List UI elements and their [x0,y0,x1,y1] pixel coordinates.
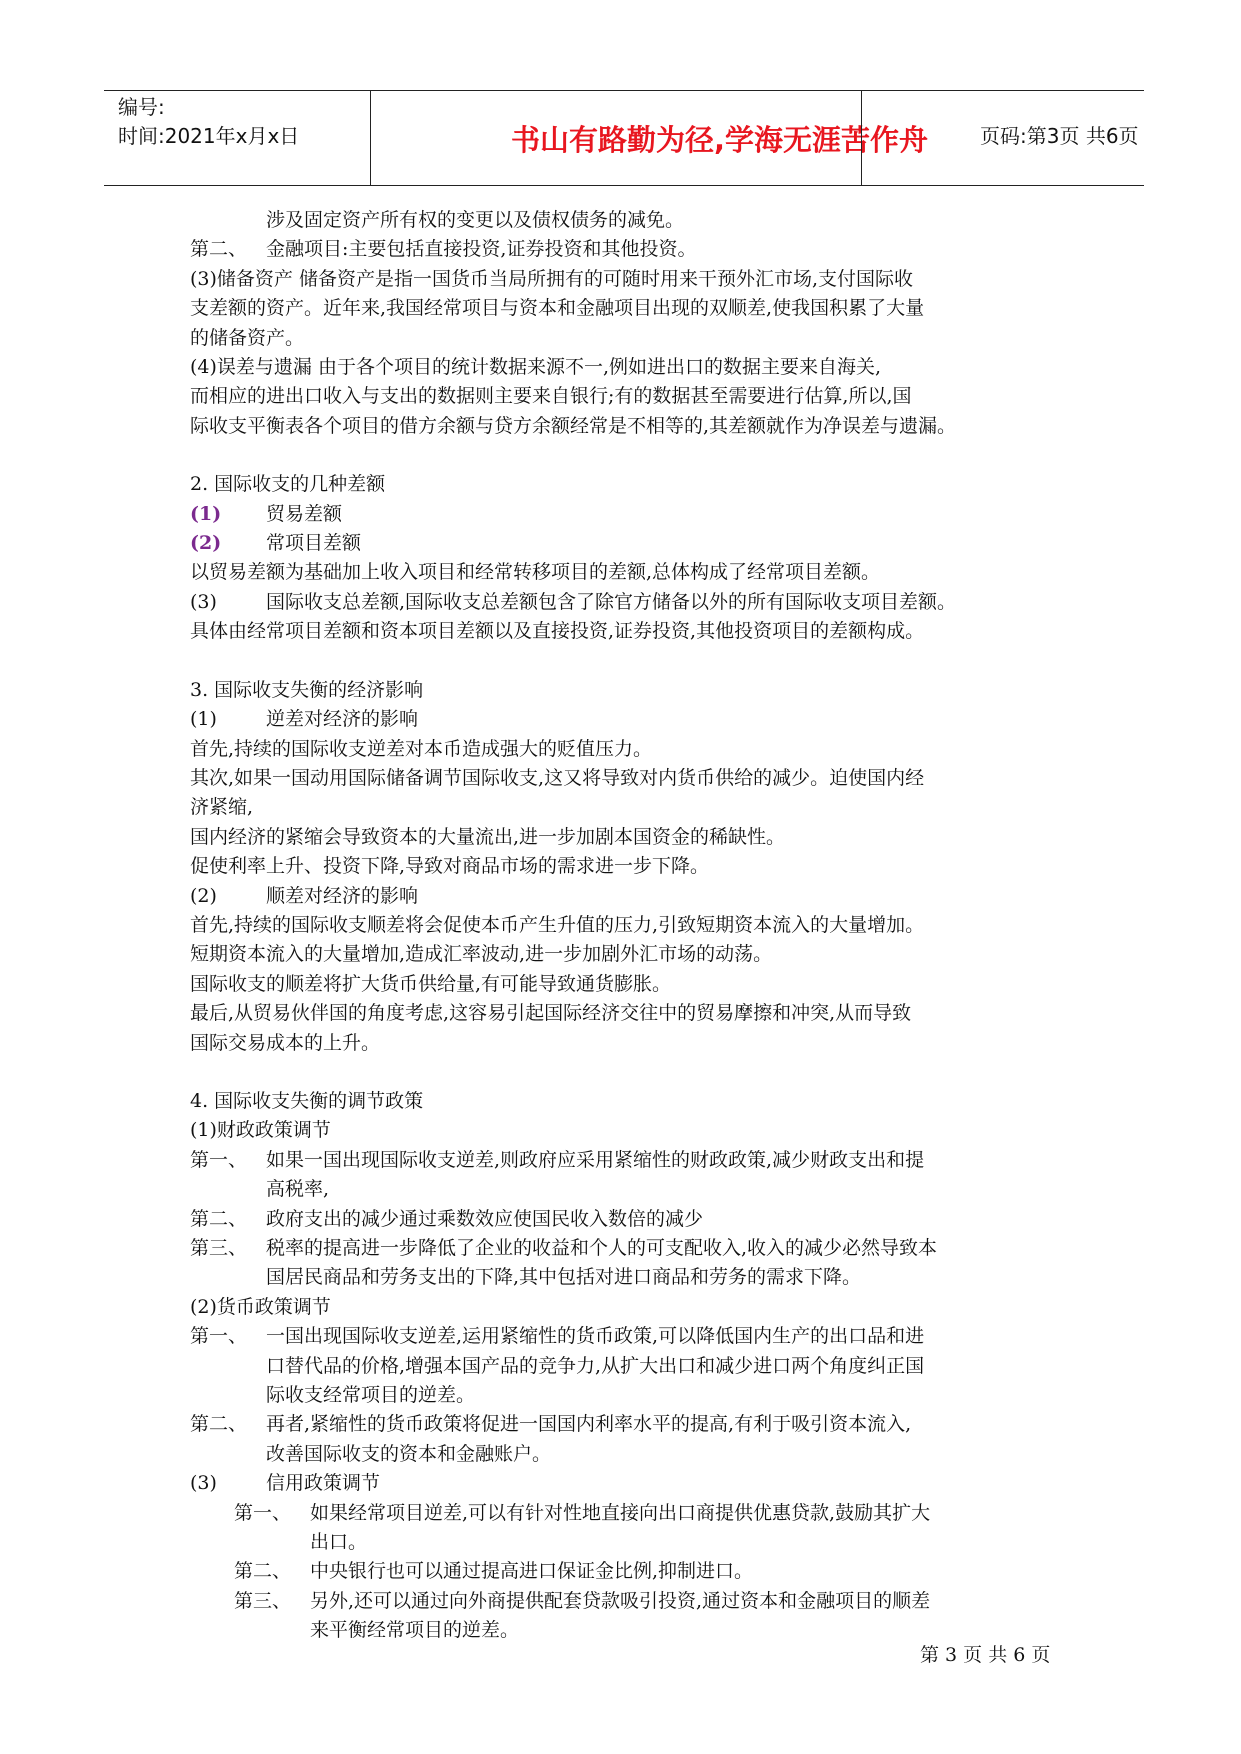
list-item [190,1557,1070,1586]
list-label: 第二、 [234,1560,292,1583]
list-text [310,1587,930,1646]
list-item [190,588,1070,617]
list-text-line: 如果经常项目逆差,可以有针对性地直接向出口商提供优惠贷款,鼓励其扩大 [310,1501,931,1524]
paragraph-line: 国际收支的顺差将扩大货币供给量,有可能导致通货膨胀。 [190,972,672,995]
subsection-heading [190,1469,1070,1498]
paragraph-line: 最后,从贸易伙伴国的角度考虑,这容易引起国际经济交往中的贸易摩擦和冲突,从而导致 [190,1002,912,1025]
paragraph-line: 其次,如果一国动用国际储备调节国际收支,这又将导致对内货币供给的减少。迫使国内经 [190,766,925,789]
paragraph-line: 的储备资产。 [190,326,305,349]
list-item [190,1410,1070,1469]
list-text-line: 税率的提高进一步降低了企业的收益和个人的可支配收入,收入的减少必然导致本 [266,1237,938,1259]
list-text: 贸易差额 [266,502,343,525]
list-text-line: 际收支经常项目的逆差。 [266,1384,476,1407]
paragraph-line: 而相应的进出口收入与支出的数据则主要来自银行;有的数据甚至需要进行估算,所以,国 [190,385,912,408]
list-text: 逆差对经济的影响 [266,708,419,731]
header-divider-left [370,91,371,185]
list-label: (1) [190,502,222,525]
list-label: (1) [190,708,217,731]
paragraph-line: (3)储备资产 储备资产是指一国货币当局所拥有的可随时用来干预外汇市场,支付国际收 [190,267,913,290]
paragraph-line: 以贸易差额为基础加上收入项目和经常转移项目的差额,总体构成了经常项目差额。 [190,561,881,584]
list-text: 政府支出的减少通过乘数效应使国民收入数倍的减少 [266,1207,704,1230]
page-header [104,90,1144,186]
header-divider-right [861,91,862,185]
list-text [266,1234,937,1293]
paragraph-line: (4)误差与遗漏 由于各个项目的统计数据来源不一,例如进出口的数据主要来自海关, [190,356,882,379]
list-label: 第三、 [234,1589,292,1612]
list-item [190,1205,1070,1234]
paragraph-line: 首先,持续的国际收支顺差将会促使本币产生升值的压力,引致短期资本流入的大量增加。 [190,913,925,936]
paragraph-line: 促使利率上升、投资下降,导致对商品市场的需求进一步下降。 [190,855,710,878]
list-item [190,500,1070,529]
list-text: 常项目差额 [266,532,362,555]
list-text-line: 再者,紧缩性的货币政策将促进一国国内利率水平的提高,有利于吸引资本流入, [266,1413,912,1436]
paragraph-line: 首先,持续的国际收支逆差对本币造成强大的贬值压力。 [190,737,653,760]
paragraph-line: 国际交易成本的上升。 [190,1031,381,1054]
list-text-line: 另外,还可以通过向外商提供配套贷款吸引投资,通过资本和金融项目的顺差 [310,1589,931,1612]
list-label: 第二、 [190,238,248,261]
list-text-line: 口替代品的价格,增强本国产品的竞争力,从扩大出口和减少进口两个角度纠正国 [266,1354,925,1377]
spacer [190,1058,1070,1087]
page-footer: 第 3 页 共 6 页 [920,1644,1051,1666]
list-item [190,235,1070,264]
document-number-label: 编号: [118,95,165,119]
list-text [310,1499,930,1558]
list-text-line: 如果一国出现国际收支逆差,则政府应采用紧缩性的财政政策,减少财政支出和提 [266,1148,925,1171]
list-label: 第二、 [190,1207,248,1230]
document-time-label: 时间:2021年x月x日 [118,124,300,148]
list-text [266,1146,924,1205]
paragraph-line: 涉及固定资产所有权的变更以及债权债务的减免。 [266,209,685,231]
list-label: 第三、 [190,1237,248,1259]
list-text-line: 一国出现国际收支逆差,运用紧缩性的货币政策,可以降低国内生产的出口品和进 [266,1325,925,1348]
list-text: 中央银行也可以通过提高进口保证金比例,抑制进口。 [310,1560,754,1583]
list-item [190,705,1070,734]
list-label: 第一、 [190,1325,248,1348]
header-page-info: 页码:第3页 共6页 [980,124,1139,148]
list-text: 国际收支总差额,国际收支总差额包含了除官方储备以外的所有国际收支项目差额。 [266,590,957,613]
list-item [190,1587,1070,1646]
list-text-line: 高税率, [266,1178,330,1201]
spacer [190,647,1070,676]
section-heading: 2. 国际收支的几种差额 [190,473,386,496]
paragraph-line: 国内经济的紧缩会导致资本的大量流出,进一步加剧本国资金的稀缺性。 [190,825,786,848]
list-item [190,1146,1070,1205]
header-motto: 书山有路勤为径,学海无涯苦作舟 [510,122,929,157]
subsection-heading: (1)财政政策调节 [190,1119,331,1142]
paragraph-line: 际收支平衡表各个项目的借方余额与贷方余额经常是不相等的,其差额就作为净误差与遗漏。 [190,414,957,437]
section-heading: 4. 国际收支失衡的调节政策 [190,1089,424,1112]
list-label: 第一、 [234,1501,292,1524]
header-left [118,93,299,151]
list-text-line: 来平衡经常项目的逆差。 [310,1619,520,1642]
paragraph-line: 具体由经常项目差额和资本项目差额以及直接投资,证券投资,其他投资项目的差额构成。 [190,620,925,643]
list-item [190,529,1070,558]
paragraph-line: 短期资本流入的大量增加,造成汇率波动,进一步加剧外汇市场的动荡。 [190,943,773,966]
list-text [266,1322,924,1410]
list-text [266,1410,911,1469]
spacer [190,441,1070,470]
subsection-heading: (2)货币政策调节 [190,1295,331,1318]
paragraph-line: 支差额的资产。近年来,我国经常项目与资本和金融项目出现的双顺差,使我国积累了大量 [190,297,925,320]
list-item [190,1499,1070,1558]
list-item [190,882,1070,911]
list-item [190,1322,1070,1410]
list-text-line: 国居民商品和劳务支出的下降,其中包括对进口商品和劳务的需求下降。 [266,1266,862,1289]
list-text: 金融项目:主要包括直接投资,证券投资和其他投资。 [266,238,697,261]
list-label: (2) [190,884,217,907]
list-label: 第一、 [190,1148,248,1171]
list-label: (2) [190,532,222,555]
list-label: 第二、 [190,1413,248,1436]
list-item [190,1234,1070,1293]
section-heading: 3. 国际收支失衡的经济影响 [190,678,424,701]
document-body [190,206,1070,1646]
list-text-line: 改善国际收支的资本和金融账户。 [266,1442,552,1465]
list-text: 顺差对经济的影响 [266,884,419,907]
list-text-line: 出口。 [310,1531,368,1554]
list-label: (3) [190,1472,217,1495]
paragraph-line: 济紧缩, [190,796,254,819]
list-label: (3) [190,590,217,613]
list-text: 信用政策调节 [266,1472,381,1495]
